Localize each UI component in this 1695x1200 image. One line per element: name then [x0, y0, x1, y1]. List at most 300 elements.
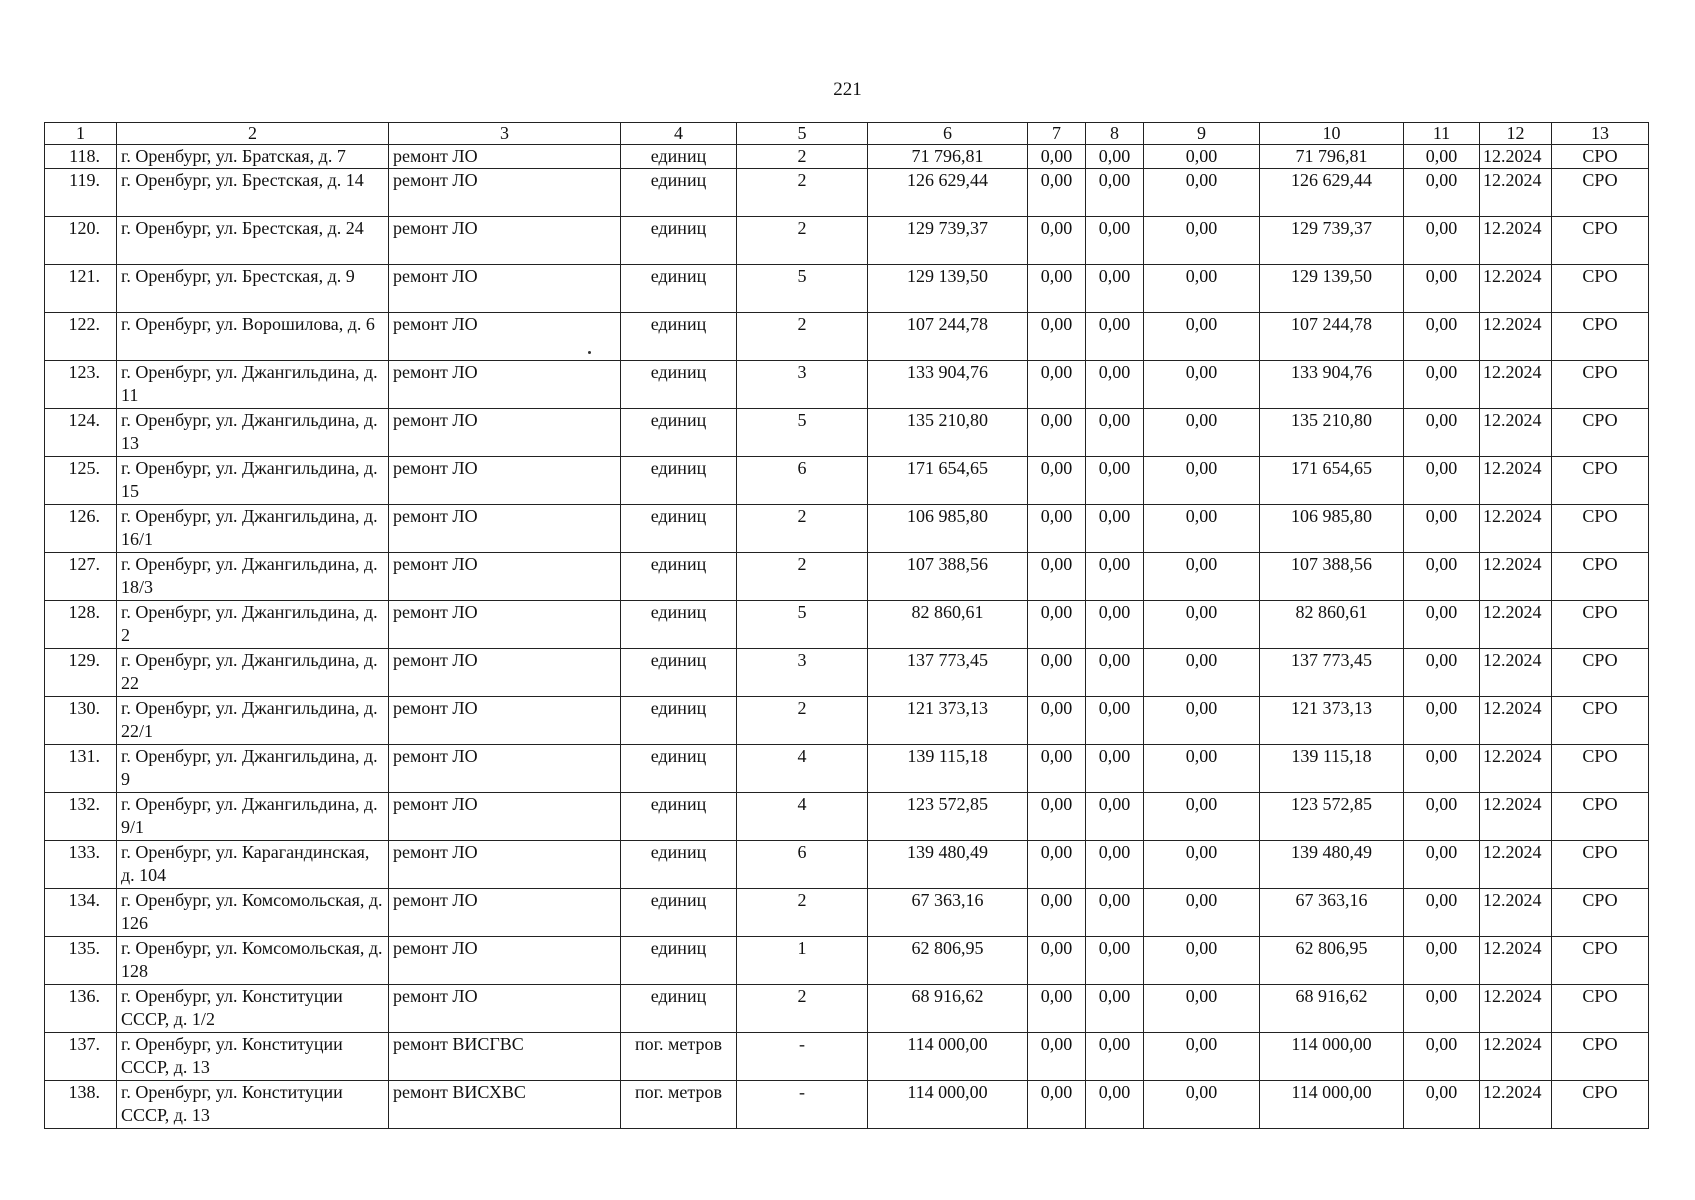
- address-cell: г. Оренбург, ул. Конституции СССР, д. 13: [117, 1033, 389, 1081]
- unit-cell: единиц: [621, 889, 737, 937]
- total-cost-cell: 129 739,37: [868, 217, 1028, 265]
- source-cell: СРО: [1552, 505, 1649, 553]
- total-cost-cell: 107 388,56: [868, 553, 1028, 601]
- unit-cell: единиц: [621, 601, 737, 649]
- total-cost-cell: 114 000,00: [868, 1033, 1028, 1081]
- col7-cell: 0,00: [1028, 457, 1086, 505]
- total-cost-cell: 68 916,62: [868, 985, 1028, 1033]
- col8-cell: 0,00: [1086, 505, 1144, 553]
- deadline-cell: 12.2024: [1480, 217, 1552, 265]
- quantity-cell: 3: [737, 361, 868, 409]
- quantity-cell: 2: [737, 169, 868, 217]
- col11-cell: 0,00: [1404, 553, 1480, 601]
- col7-cell: 0,00: [1028, 745, 1086, 793]
- source-cell: СРО: [1552, 409, 1649, 457]
- col10-cost-cell: 107 388,56: [1260, 553, 1404, 601]
- table-row: [45, 745, 1649, 793]
- source-cell: СРО: [1552, 553, 1649, 601]
- quantity-cell: 6: [737, 457, 868, 505]
- deadline-cell: 12.2024: [1480, 601, 1552, 649]
- address-cell: г. Оренбург, ул. Джангильдина, д. 15: [117, 457, 389, 505]
- col7-cell: 0,00: [1028, 1081, 1086, 1129]
- work-type-cell: ремонт ЛО: [389, 145, 621, 169]
- address-cell: г. Оренбург, ул. Джангильдина, д. 13: [117, 409, 389, 457]
- col11-cell: 0,00: [1404, 265, 1480, 313]
- col11-cell: 0,00: [1404, 145, 1480, 169]
- row-number: 135.: [45, 937, 117, 985]
- col11-cell: 0,00: [1404, 793, 1480, 841]
- col8-cell: 0,00: [1086, 889, 1144, 937]
- col10-cost-cell: 68 916,62: [1260, 985, 1404, 1033]
- table-row: [45, 937, 1649, 985]
- col11-cell: 0,00: [1404, 841, 1480, 889]
- table-row: [45, 889, 1649, 937]
- col7-cell: 0,00: [1028, 793, 1086, 841]
- quantity-cell: 2: [737, 553, 868, 601]
- total-cost-cell: 139 480,49: [868, 841, 1028, 889]
- address-cell: г. Оренбург, ул. Брестская, д. 9: [117, 265, 389, 313]
- col9-cell: 0,00: [1144, 1081, 1260, 1129]
- table-row: [45, 601, 1649, 649]
- total-cost-cell: 123 572,85: [868, 793, 1028, 841]
- total-cost-cell: 71 796,81: [868, 145, 1028, 169]
- col8-cell: 0,00: [1086, 553, 1144, 601]
- row-number: 128.: [45, 601, 117, 649]
- quantity-cell: 2: [737, 505, 868, 553]
- deadline-cell: 12.2024: [1480, 457, 1552, 505]
- unit-cell: единиц: [621, 745, 737, 793]
- col11-cell: 0,00: [1404, 649, 1480, 697]
- work-type-cell: ремонт ЛО: [389, 889, 621, 937]
- total-cost-cell: 107 244,78: [868, 313, 1028, 361]
- row-number: 138.: [45, 1081, 117, 1129]
- source-cell: СРО: [1552, 937, 1649, 985]
- unit-cell: единиц: [621, 841, 737, 889]
- column-number-7: 7: [1028, 123, 1086, 145]
- row-number: 121.: [45, 265, 117, 313]
- col8-cell: 0,00: [1086, 985, 1144, 1033]
- work-type-cell: ремонт ЛО: [389, 313, 621, 361]
- source-cell: СРО: [1552, 145, 1649, 169]
- col9-cell: 0,00: [1144, 553, 1260, 601]
- table-row: [45, 505, 1649, 553]
- col9-cell: 0,00: [1144, 697, 1260, 745]
- col9-cell: 0,00: [1144, 937, 1260, 985]
- col10-cost-cell: 71 796,81: [1260, 145, 1404, 169]
- col8-cell: 0,00: [1086, 841, 1144, 889]
- col7-cell: 0,00: [1028, 697, 1086, 745]
- work-type-cell: ремонт ЛО: [389, 553, 621, 601]
- row-number: 123.: [45, 361, 117, 409]
- deadline-cell: 12.2024: [1480, 145, 1552, 169]
- quantity-cell: 4: [737, 793, 868, 841]
- deadline-cell: 12.2024: [1480, 361, 1552, 409]
- deadline-cell: 12.2024: [1480, 313, 1552, 361]
- column-number-row: [45, 123, 1649, 145]
- col11-cell: 0,00: [1404, 937, 1480, 985]
- col11-cell: 0,00: [1404, 1081, 1480, 1129]
- col9-cell: 0,00: [1144, 457, 1260, 505]
- col9-cell: 0,00: [1144, 649, 1260, 697]
- table-row: [45, 145, 1649, 169]
- address-cell: г. Оренбург, ул. Карагандинская, д. 104: [117, 841, 389, 889]
- table-row: [45, 697, 1649, 745]
- col9-cell: 0,00: [1144, 985, 1260, 1033]
- col10-cost-cell: 114 000,00: [1260, 1081, 1404, 1129]
- col11-cell: 0,00: [1404, 313, 1480, 361]
- table-row: [45, 265, 1649, 313]
- col8-cell: 0,00: [1086, 1081, 1144, 1129]
- source-cell: СРО: [1552, 649, 1649, 697]
- address-cell: г. Оренбург, ул. Джангильдина, д. 18/3: [117, 553, 389, 601]
- quantity-cell: 5: [737, 601, 868, 649]
- deadline-cell: 12.2024: [1480, 1033, 1552, 1081]
- col10-cost-cell: 133 904,76: [1260, 361, 1404, 409]
- row-number: 131.: [45, 745, 117, 793]
- table-row: [45, 553, 1649, 601]
- work-type-cell: ремонт ЛО: [389, 169, 621, 217]
- row-number: 132.: [45, 793, 117, 841]
- source-cell: СРО: [1552, 697, 1649, 745]
- col11-cell: 0,00: [1404, 361, 1480, 409]
- row-number: 133.: [45, 841, 117, 889]
- table-row: [45, 361, 1649, 409]
- col11-cell: 0,00: [1404, 601, 1480, 649]
- unit-cell: единиц: [621, 169, 737, 217]
- total-cost-cell: 139 115,18: [868, 745, 1028, 793]
- unit-cell: единиц: [621, 409, 737, 457]
- source-cell: СРО: [1552, 745, 1649, 793]
- deadline-cell: 12.2024: [1480, 937, 1552, 985]
- column-number-3: 3: [389, 123, 621, 145]
- column-number-2: 2: [117, 123, 389, 145]
- source-cell: СРО: [1552, 889, 1649, 937]
- deadline-cell: 12.2024: [1480, 793, 1552, 841]
- total-cost-cell: 67 363,16: [868, 889, 1028, 937]
- table-body: [45, 145, 1649, 1129]
- work-type-cell: ремонт ЛО: [389, 745, 621, 793]
- deadline-cell: 12.2024: [1480, 169, 1552, 217]
- row-number: 129.: [45, 649, 117, 697]
- table-row: [45, 217, 1649, 265]
- column-number-5: 5: [737, 123, 868, 145]
- address-cell: г. Оренбург, ул. Джангильдина, д. 16/1: [117, 505, 389, 553]
- deadline-cell: 12.2024: [1480, 409, 1552, 457]
- row-number: 118.: [45, 145, 117, 169]
- total-cost-cell: 114 000,00: [868, 1081, 1028, 1129]
- table-row: [45, 1081, 1649, 1129]
- col9-cell: 0,00: [1144, 361, 1260, 409]
- table-row: [45, 457, 1649, 505]
- unit-cell: единиц: [621, 457, 737, 505]
- deadline-cell: 12.2024: [1480, 841, 1552, 889]
- col8-cell: 0,00: [1086, 409, 1144, 457]
- col9-cell: 0,00: [1144, 145, 1260, 169]
- quantity-cell: 1: [737, 937, 868, 985]
- address-cell: г. Оренбург, ул. Джангильдина, д. 22: [117, 649, 389, 697]
- unit-cell: пог. метров: [621, 1033, 737, 1081]
- address-cell: г. Оренбург, ул. Брестская, д. 14: [117, 169, 389, 217]
- table-row: [45, 649, 1649, 697]
- column-number-6: 6: [868, 123, 1028, 145]
- col10-cost-cell: 107 244,78: [1260, 313, 1404, 361]
- col11-cell: 0,00: [1404, 169, 1480, 217]
- quantity-cell: 4: [737, 745, 868, 793]
- col9-cell: 0,00: [1144, 841, 1260, 889]
- col9-cell: 0,00: [1144, 505, 1260, 553]
- quantity-cell: 3: [737, 649, 868, 697]
- col10-cost-cell: 82 860,61: [1260, 601, 1404, 649]
- column-number-1: 1: [45, 123, 117, 145]
- source-cell: СРО: [1552, 457, 1649, 505]
- col8-cell: 0,00: [1086, 793, 1144, 841]
- col7-cell: 0,00: [1028, 361, 1086, 409]
- unit-cell: единиц: [621, 265, 737, 313]
- col10-cost-cell: 137 773,45: [1260, 649, 1404, 697]
- work-type-cell: ремонт ЛО: [389, 649, 621, 697]
- col10-cost-cell: 139 115,18: [1260, 745, 1404, 793]
- work-type-cell: ремонт ЛО: [389, 841, 621, 889]
- col7-cell: 0,00: [1028, 553, 1086, 601]
- table-row: [45, 313, 1649, 361]
- col9-cell: 0,00: [1144, 745, 1260, 793]
- col8-cell: 0,00: [1086, 361, 1144, 409]
- col10-cost-cell: 129 739,37: [1260, 217, 1404, 265]
- works-table: [44, 122, 1649, 1129]
- quantity-cell: 2: [737, 697, 868, 745]
- quantity-cell: 6: [737, 841, 868, 889]
- col11-cell: 0,00: [1404, 1033, 1480, 1081]
- deadline-cell: 12.2024: [1480, 505, 1552, 553]
- work-type-cell: ремонт ВИСХВС: [389, 1081, 621, 1129]
- column-number-12: 12: [1480, 123, 1552, 145]
- col8-cell: 0,00: [1086, 217, 1144, 265]
- unit-cell: пог. метров: [621, 1081, 737, 1129]
- table-row: [45, 169, 1649, 217]
- column-number-4: 4: [621, 123, 737, 145]
- work-type-cell: ремонт ЛО: [389, 697, 621, 745]
- source-cell: СРО: [1552, 601, 1649, 649]
- col9-cell: 0,00: [1144, 169, 1260, 217]
- col11-cell: 0,00: [1404, 505, 1480, 553]
- unit-cell: единиц: [621, 649, 737, 697]
- total-cost-cell: 121 373,13: [868, 697, 1028, 745]
- row-number: 127.: [45, 553, 117, 601]
- col10-cost-cell: 67 363,16: [1260, 889, 1404, 937]
- quantity-cell: 2: [737, 217, 868, 265]
- work-type-cell: ремонт ЛО: [389, 265, 621, 313]
- col10-cost-cell: 123 572,85: [1260, 793, 1404, 841]
- table-row: [45, 793, 1649, 841]
- address-cell: г. Оренбург, ул. Джангильдина, д. 22/1: [117, 697, 389, 745]
- col10-cost-cell: 129 139,50: [1260, 265, 1404, 313]
- col8-cell: 0,00: [1086, 649, 1144, 697]
- work-type-cell: ремонт ЛО: [389, 457, 621, 505]
- col8-cell: 0,00: [1086, 457, 1144, 505]
- row-number: 137.: [45, 1033, 117, 1081]
- column-number-9: 9: [1144, 123, 1260, 145]
- address-cell: г. Оренбург, ул. Джангильдина, д. 2: [117, 601, 389, 649]
- unit-cell: единиц: [621, 361, 737, 409]
- row-number: 125.: [45, 457, 117, 505]
- col10-cost-cell: 62 806,95: [1260, 937, 1404, 985]
- quantity-cell: 2: [737, 313, 868, 361]
- deadline-cell: 12.2024: [1480, 649, 1552, 697]
- col11-cell: 0,00: [1404, 889, 1480, 937]
- work-type-cell: ремонт ЛО: [389, 409, 621, 457]
- column-number-13: 13: [1552, 123, 1649, 145]
- row-number: 126.: [45, 505, 117, 553]
- source-cell: СРО: [1552, 1033, 1649, 1081]
- col10-cost-cell: 126 629,44: [1260, 169, 1404, 217]
- column-number-8: 8: [1086, 123, 1144, 145]
- page-number: 221: [833, 79, 862, 100]
- total-cost-cell: 106 985,80: [868, 505, 1028, 553]
- unit-cell: единиц: [621, 985, 737, 1033]
- source-cell: СРО: [1552, 793, 1649, 841]
- source-cell: СРО: [1552, 1081, 1649, 1129]
- table-row: [45, 985, 1649, 1033]
- address-cell: г. Оренбург, ул. Братская, д. 7: [117, 145, 389, 169]
- col9-cell: 0,00: [1144, 409, 1260, 457]
- quantity-cell: 2: [737, 145, 868, 169]
- row-number: 136.: [45, 985, 117, 1033]
- column-number-10: 10: [1260, 123, 1404, 145]
- unit-cell: единиц: [621, 553, 737, 601]
- col7-cell: 0,00: [1028, 169, 1086, 217]
- total-cost-cell: 171 654,65: [868, 457, 1028, 505]
- source-cell: СРО: [1552, 217, 1649, 265]
- col9-cell: 0,00: [1144, 265, 1260, 313]
- col8-cell: 0,00: [1086, 697, 1144, 745]
- col11-cell: 0,00: [1404, 217, 1480, 265]
- total-cost-cell: 82 860,61: [868, 601, 1028, 649]
- row-number: 130.: [45, 697, 117, 745]
- deadline-cell: 12.2024: [1480, 1081, 1552, 1129]
- unit-cell: единиц: [621, 313, 737, 361]
- quantity-cell: 5: [737, 409, 868, 457]
- table-row: [45, 409, 1649, 457]
- unit-cell: единиц: [621, 937, 737, 985]
- source-cell: СРО: [1552, 169, 1649, 217]
- col11-cell: 0,00: [1404, 409, 1480, 457]
- col8-cell: 0,00: [1086, 313, 1144, 361]
- col8-cell: 0,00: [1086, 1033, 1144, 1081]
- unit-cell: единиц: [621, 217, 737, 265]
- col8-cell: 0,00: [1086, 265, 1144, 313]
- source-cell: СРО: [1552, 841, 1649, 889]
- total-cost-cell: 126 629,44: [868, 169, 1028, 217]
- unit-cell: единиц: [621, 793, 737, 841]
- deadline-cell: 12.2024: [1480, 553, 1552, 601]
- source-cell: СРО: [1552, 313, 1649, 361]
- quantity-cell: -: [737, 1033, 868, 1081]
- deadline-cell: 12.2024: [1480, 265, 1552, 313]
- col7-cell: 0,00: [1028, 145, 1086, 169]
- source-cell: СРО: [1552, 361, 1649, 409]
- col10-cost-cell: 121 373,13: [1260, 697, 1404, 745]
- col9-cell: 0,00: [1144, 217, 1260, 265]
- col8-cell: 0,00: [1086, 145, 1144, 169]
- work-type-cell: ремонт ЛО: [389, 361, 621, 409]
- deadline-cell: 12.2024: [1480, 697, 1552, 745]
- work-type-cell: ремонт ЛО: [389, 793, 621, 841]
- col7-cell: 0,00: [1028, 889, 1086, 937]
- stray-mark: [588, 351, 591, 354]
- col9-cell: 0,00: [1144, 793, 1260, 841]
- col10-cost-cell: 135 210,80: [1260, 409, 1404, 457]
- quantity-cell: -: [737, 1081, 868, 1129]
- work-type-cell: ремонт ЛО: [389, 601, 621, 649]
- row-number: 122.: [45, 313, 117, 361]
- table-row: [45, 1033, 1649, 1081]
- col7-cell: 0,00: [1028, 217, 1086, 265]
- unit-cell: единиц: [621, 505, 737, 553]
- address-cell: г. Оренбург, ул. Джангильдина, д. 11: [117, 361, 389, 409]
- deadline-cell: 12.2024: [1480, 745, 1552, 793]
- address-cell: г. Оренбург, ул. Конституции СССР, д. 13: [117, 1081, 389, 1129]
- col9-cell: 0,00: [1144, 1033, 1260, 1081]
- table-row: [45, 841, 1649, 889]
- deadline-cell: 12.2024: [1480, 889, 1552, 937]
- col11-cell: 0,00: [1404, 985, 1480, 1033]
- source-cell: СРО: [1552, 265, 1649, 313]
- total-cost-cell: 129 139,50: [868, 265, 1028, 313]
- row-number: 124.: [45, 409, 117, 457]
- col11-cell: 0,00: [1404, 697, 1480, 745]
- col8-cell: 0,00: [1086, 601, 1144, 649]
- total-cost-cell: 135 210,80: [868, 409, 1028, 457]
- col9-cell: 0,00: [1144, 601, 1260, 649]
- col7-cell: 0,00: [1028, 937, 1086, 985]
- col8-cell: 0,00: [1086, 745, 1144, 793]
- deadline-cell: 12.2024: [1480, 985, 1552, 1033]
- col11-cell: 0,00: [1404, 745, 1480, 793]
- address-cell: г. Оренбург, ул. Ворошилова, д. 6: [117, 313, 389, 361]
- row-number: 120.: [45, 217, 117, 265]
- col9-cell: 0,00: [1144, 313, 1260, 361]
- col10-cost-cell: 106 985,80: [1260, 505, 1404, 553]
- col7-cell: 0,00: [1028, 841, 1086, 889]
- work-type-cell: ремонт ЛО: [389, 217, 621, 265]
- col7-cell: 0,00: [1028, 505, 1086, 553]
- unit-cell: единиц: [621, 697, 737, 745]
- address-cell: г. Оренбург, ул. Джангильдина, д. 9: [117, 745, 389, 793]
- quantity-cell: 2: [737, 889, 868, 937]
- col9-cell: 0,00: [1144, 889, 1260, 937]
- total-cost-cell: 62 806,95: [868, 937, 1028, 985]
- col7-cell: 0,00: [1028, 649, 1086, 697]
- total-cost-cell: 137 773,45: [868, 649, 1028, 697]
- col7-cell: 0,00: [1028, 313, 1086, 361]
- col11-cell: 0,00: [1404, 457, 1480, 505]
- row-number: 134.: [45, 889, 117, 937]
- work-type-cell: ремонт ЛО: [389, 937, 621, 985]
- quantity-cell: 2: [737, 985, 868, 1033]
- col8-cell: 0,00: [1086, 937, 1144, 985]
- address-cell: г. Оренбург, ул. Комсомольская, д. 128: [117, 937, 389, 985]
- address-cell: г. Оренбург, ул. Конституции СССР, д. 1/2: [117, 985, 389, 1033]
- col8-cell: 0,00: [1086, 169, 1144, 217]
- col7-cell: 0,00: [1028, 601, 1086, 649]
- quantity-cell: 5: [737, 265, 868, 313]
- work-type-cell: ремонт ВИСГВС: [389, 1033, 621, 1081]
- col7-cell: 0,00: [1028, 409, 1086, 457]
- col10-cost-cell: 171 654,65: [1260, 457, 1404, 505]
- address-cell: г. Оренбург, ул. Комсомольская, д. 126: [117, 889, 389, 937]
- col10-cost-cell: 139 480,49: [1260, 841, 1404, 889]
- address-cell: г. Оренбург, ул. Джангильдина, д. 9/1: [117, 793, 389, 841]
